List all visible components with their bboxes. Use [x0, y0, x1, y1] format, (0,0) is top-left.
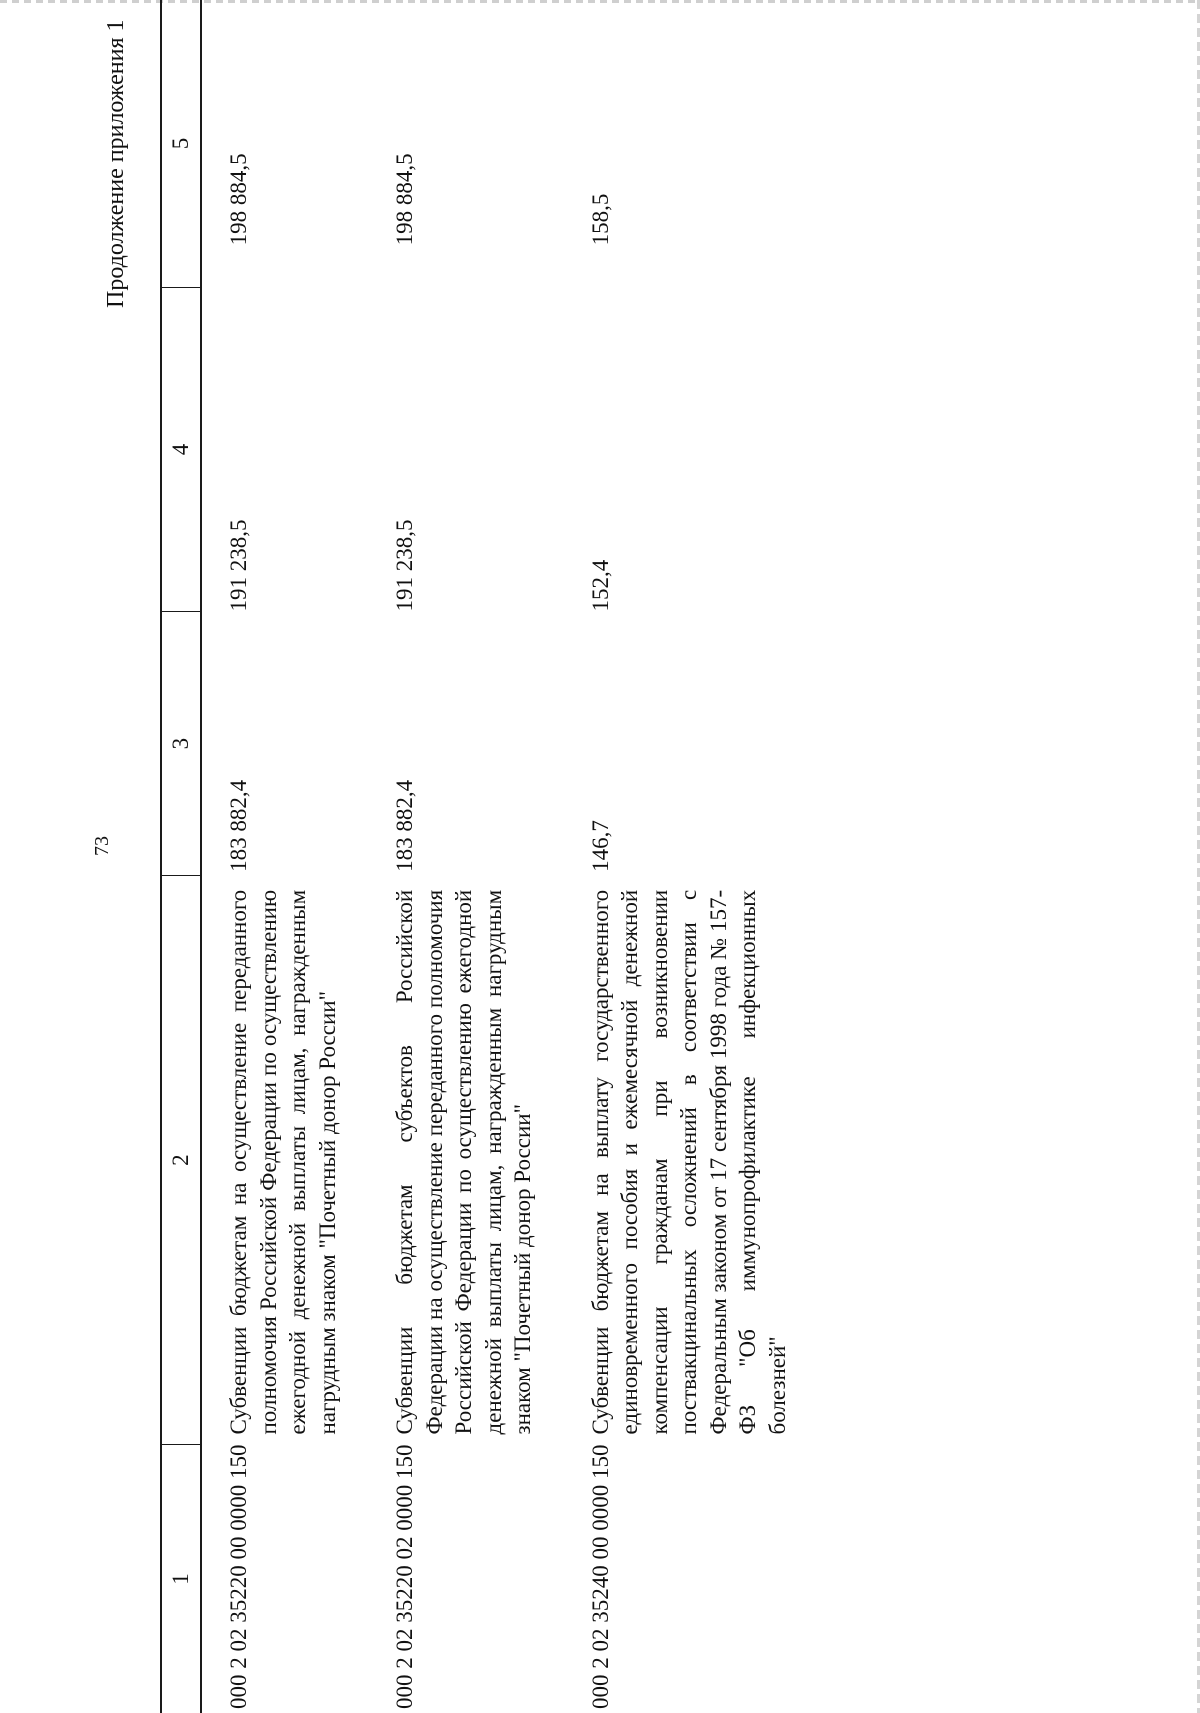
header-col-1: 1: [161, 1445, 201, 1713]
amount-col-5: 198 884,5: [226, 153, 251, 246]
header-col-5: 5: [161, 0, 201, 287]
header-col-3: 3: [161, 611, 201, 875]
amount-col-4: 191 238,5: [226, 519, 251, 612]
amount-col-3: 183 882,4: [226, 779, 251, 872]
budget-table: [160, 0, 812, 1713]
header-col-4: 4: [161, 287, 201, 611]
header-col-2: 2: [161, 876, 201, 1445]
revenue-name: Субвенции бюджетам на осуществление переданного полномочия Российской Федерации по осуществлению ежегодной денежной выплаты лицам, награжденным нагрудным знаком "Почетный донор России": [226, 889, 340, 1435]
budget-code: 000 2 02 35240 00 0000 150: [587, 1444, 613, 1709]
table-row: [558, 0, 813, 1713]
table-header-row: [161, 0, 201, 1713]
amount-col-3: 183 882,4: [392, 779, 417, 872]
amount-col-4: 152,4: [587, 559, 613, 612]
revenue-name: Субвенции бюджетам на выплату государственного единовременного пособия и ежемесячной денежной компенсации гражданам при возникновении поствакцинальных осложнений в соответствии с Федеральным законом от 17 сентября 1998 года № 157-ФЗ "Об иммунопрофилактике инфекционных болезней": [587, 889, 790, 1435]
continuation-title: Продолжение приложения 1: [103, 19, 129, 308]
table-row: [362, 0, 558, 1713]
revenue-name: Субвенции бюджетам субъектов Российской Федерации на осуществление переданного полномочия Российской Федерации по осуществлению ежегодной денежной выплаты лицам, награжденным нагрудным знаком "Почетный донор России": [392, 889, 535, 1435]
budget-code: 000 2 02 35220 00 0000 150: [226, 1444, 251, 1709]
amount-col-5: 198 884,5: [392, 153, 417, 246]
page-number: 73: [91, 836, 113, 856]
amount-col-5: 158,5: [587, 193, 613, 246]
budget-code: 000 2 02 35220 02 0000 150: [392, 1444, 417, 1709]
amount-col-4: 191 238,5: [392, 519, 417, 612]
amount-col-3: 146,7: [587, 820, 613, 872]
table-row: [201, 0, 362, 1713]
